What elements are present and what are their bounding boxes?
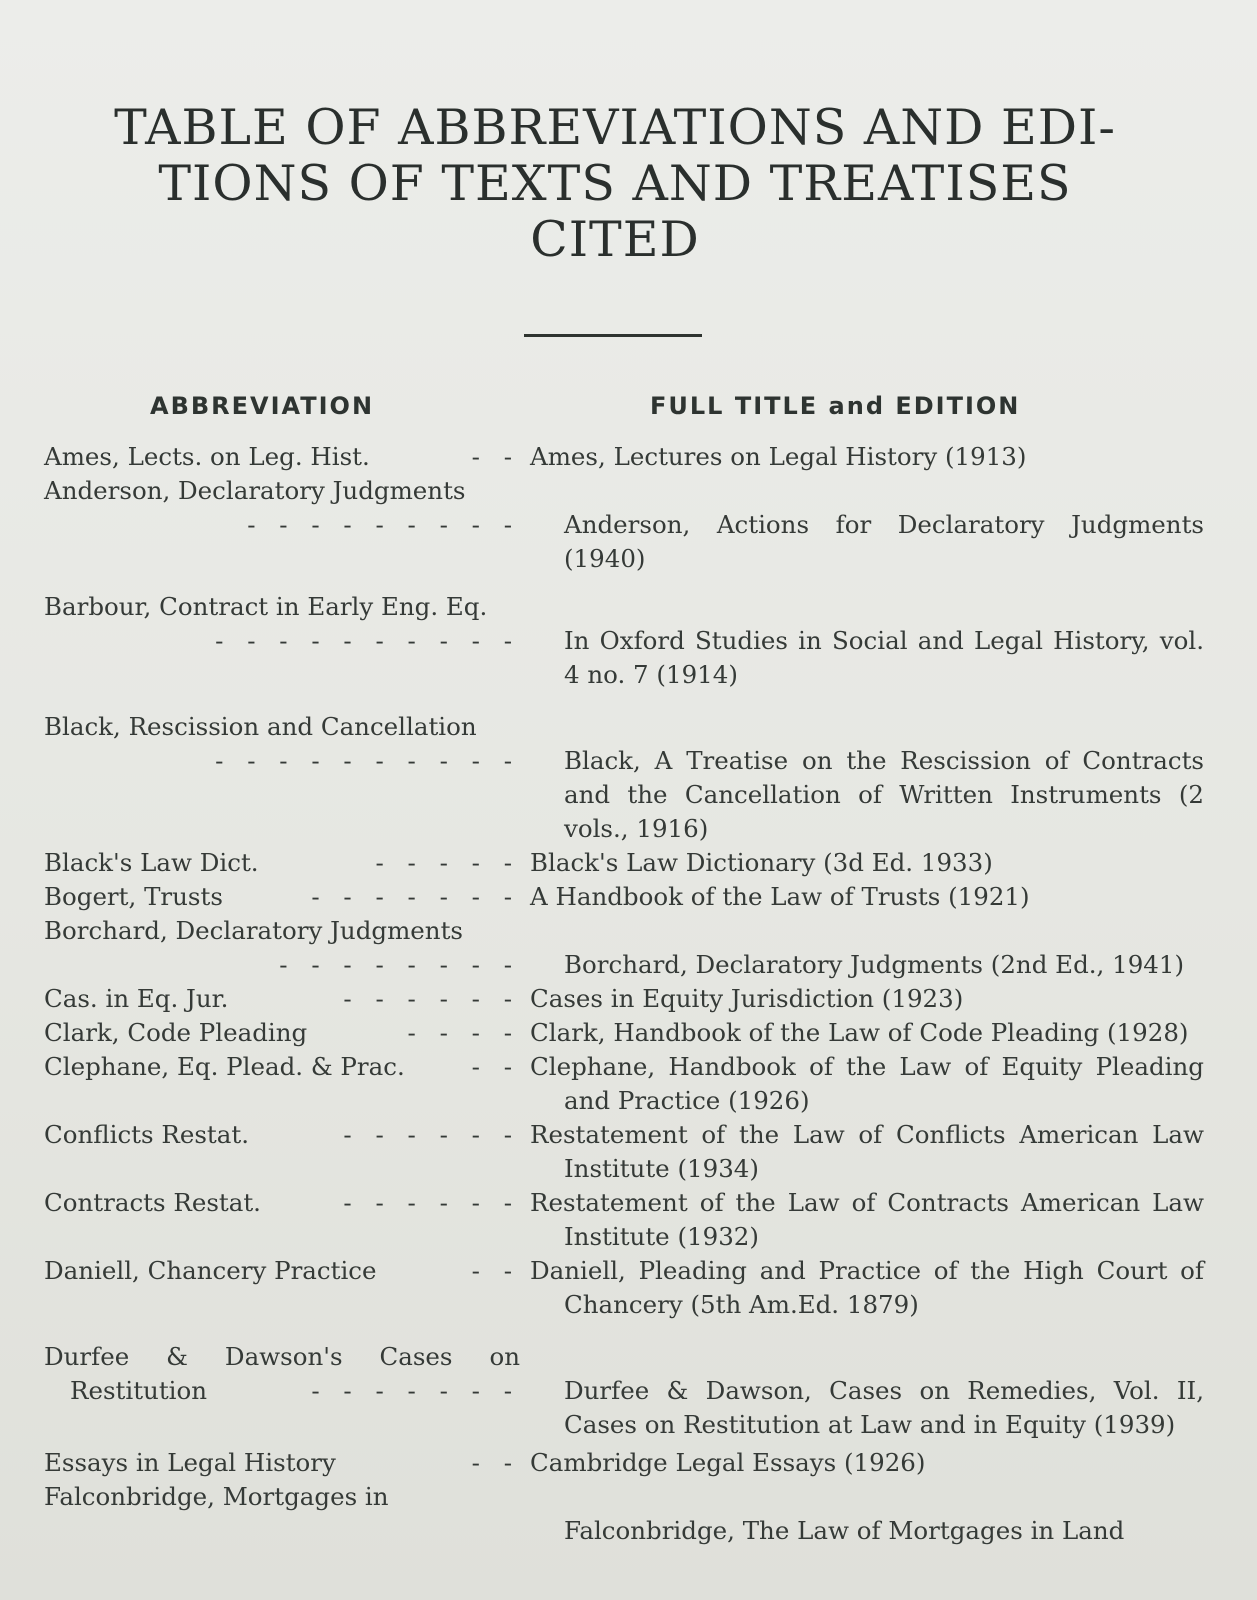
abbreviation-text: Black, Rescission and Cancellation [44, 712, 477, 741]
abbreviation-cell [44, 1480, 520, 1548]
dot-leader: - - [471, 442, 520, 471]
full-title-text: A Handbook of the Law of Trusts (1921) [530, 882, 1030, 911]
full-title-text: Clephane, Handbook of the Law of Equity Pleading and Practice (1926) [530, 1052, 1204, 1115]
dot-leader: - - [471, 1256, 520, 1285]
table-row [44, 880, 1204, 914]
full-title-text: Cases in Equity Jurisdiction (1923) [530, 984, 964, 1013]
table-row [44, 1446, 1204, 1480]
abbreviation-text: Conflicts Restat. [44, 1120, 249, 1149]
abbreviation-text: Falconbridge, Mortgages in [44, 1482, 389, 1511]
row-spacer [564, 474, 1204, 508]
dot-leader: - - - - - - - - - [247, 510, 520, 539]
full-title-text: Daniell, Pleading and Practice of the High Court of Chancery (5th Am.Ed. 1879) [530, 1256, 1204, 1319]
abbreviation-cell [44, 1186, 520, 1254]
dot-leader: - - - - - - [343, 1188, 520, 1217]
abbreviation-text: Borchard, Declaratory Judgments [44, 916, 464, 945]
table-row [44, 982, 1204, 1016]
full-title-text [530, 590, 1204, 692]
dot-leader: - - - - - - - [311, 1376, 520, 1405]
table-row [44, 1118, 1204, 1186]
full-title-text [530, 1480, 1204, 1548]
abbreviations-table [44, 440, 1204, 1548]
dot-leader: - - - - - - - - - - [215, 746, 520, 775]
title-line-2: TIONS OF TEXTS AND TREATISES [158, 155, 1072, 212]
full-title-column-header: FULL TITLE and EDITION [650, 392, 1021, 420]
full-title-value: Durfee & Dawson, Cases on Remedies, Vol. II, Cases on Restitution at Law and in Equity (1939) [564, 1376, 1204, 1439]
abbreviation-cell [44, 982, 520, 1016]
dot-leader: - - - - - [375, 848, 520, 877]
abbreviation-cell [44, 440, 520, 474]
abbreviation-cell [44, 914, 520, 982]
dot-leader: - - - - - - - [311, 882, 520, 911]
full-title-text [530, 474, 1204, 576]
abbreviation-cell [44, 590, 520, 692]
row-spacer [564, 590, 1204, 624]
full-title-text: Ames, Lectures on Legal History (1913) [530, 442, 1027, 471]
table-row [44, 440, 1204, 474]
table-row [44, 1050, 1204, 1118]
abbreviation-cell [44, 846, 520, 880]
dot-leader: - - - - [407, 1018, 520, 1047]
row-spacer [564, 914, 1204, 948]
full-title-value: In Oxford Studies in Social and Legal History, vol. 4 no. 7 (1914) [564, 626, 1204, 689]
abbreviation-text: Essays in Legal History [44, 1448, 336, 1477]
abbreviation-text: Clark, Code Pleading [44, 1018, 308, 1047]
full-title-text: Cambridge Legal Essays (1926) [530, 1448, 926, 1477]
abbreviation-cell [44, 1050, 520, 1118]
full-title-text: Restatement of the Law of Conflicts American Law Institute (1934) [530, 1120, 1204, 1183]
abbreviation-text: Ames, Lects. on Leg. Hist. [44, 442, 370, 471]
full-title-text [530, 1340, 1204, 1442]
table-row [44, 474, 1204, 576]
row-spacer [564, 1480, 1204, 1514]
table-row [44, 1480, 1204, 1548]
page-title [40, 100, 1190, 268]
table-row [44, 846, 1204, 880]
abbreviation-text: Durfee & Dawson's Cases on Restitution [44, 1342, 520, 1405]
abbreviation-text: Clephane, Eq. Plead. & Prac. [44, 1052, 405, 1081]
abbreviation-cell [44, 1118, 520, 1186]
full-title-text: Black's Law Dictionary (3d Ed. 1933) [530, 848, 993, 877]
abbreviation-cell [44, 474, 520, 576]
abbreviation-text: Daniell, Chancery Practice [44, 1256, 377, 1285]
full-title-value: Black, A Treatise on the Rescission of Contracts and the Cancellation of Written Instruments (2 vols., 1916) [564, 746, 1204, 843]
table-row [44, 1016, 1204, 1050]
table-row [44, 1254, 1204, 1322]
full-title-text [530, 914, 1204, 982]
dot-leader: - - - - - - - - [279, 950, 520, 979]
dot-leader: - - - - - - [343, 1120, 520, 1149]
abbreviation-cell [44, 710, 520, 846]
abbreviation-cell [44, 1340, 520, 1442]
abbreviation-column-header: ABBREVIATION [150, 392, 375, 420]
table-row [44, 914, 1204, 982]
title-line-3: CITED [530, 211, 700, 268]
dot-leader: - - [471, 1448, 520, 1477]
dot-leader: - - - - - - - - - - [215, 626, 520, 655]
full-title-text [530, 710, 1204, 846]
row-spacer [564, 1340, 1204, 1374]
table-row [44, 590, 1204, 692]
abbreviation-text: Anderson, Declaratory Judgments [44, 476, 466, 505]
abbreviation-text: Cas. in Eq. Jur. [44, 984, 229, 1013]
title-divider [524, 334, 702, 337]
abbreviation-text: Bogert, Trusts [44, 882, 223, 911]
full-title-value: Falconbridge, The Law of Mortgages in Land [564, 1516, 1125, 1545]
abbreviation-cell [44, 1254, 520, 1322]
full-title-value: Borchard, Declaratory Judgments (2nd Ed., 1941) [564, 950, 1185, 979]
abbreviation-cell [44, 1016, 520, 1050]
abbreviation-cell [44, 1446, 520, 1480]
table-row [44, 710, 1204, 846]
abbreviation-text: Black's Law Dict. [44, 848, 259, 877]
abbreviation-text: Contracts Restat. [44, 1188, 261, 1217]
abbreviation-text: Barbour, Contract in Early Eng. Eq. [44, 592, 488, 621]
full-title-text: Restatement of the Law of Contracts American Law Institute (1932) [530, 1188, 1204, 1251]
row-spacer [564, 710, 1204, 744]
table-row [44, 1340, 1204, 1442]
dot-leader: - - [471, 1052, 520, 1081]
full-title-value: Anderson, Actions for Declaratory Judgments (1940) [564, 510, 1204, 573]
abbreviation-cell [44, 880, 520, 914]
title-line-1: TABLE OF ABBREVIATIONS AND EDI- [114, 99, 1116, 156]
dot-leader: - - - - - - [343, 984, 520, 1013]
full-title-text: Clark, Handbook of the Law of Code Pleading (1928) [530, 1018, 1189, 1047]
table-row [44, 1186, 1204, 1254]
